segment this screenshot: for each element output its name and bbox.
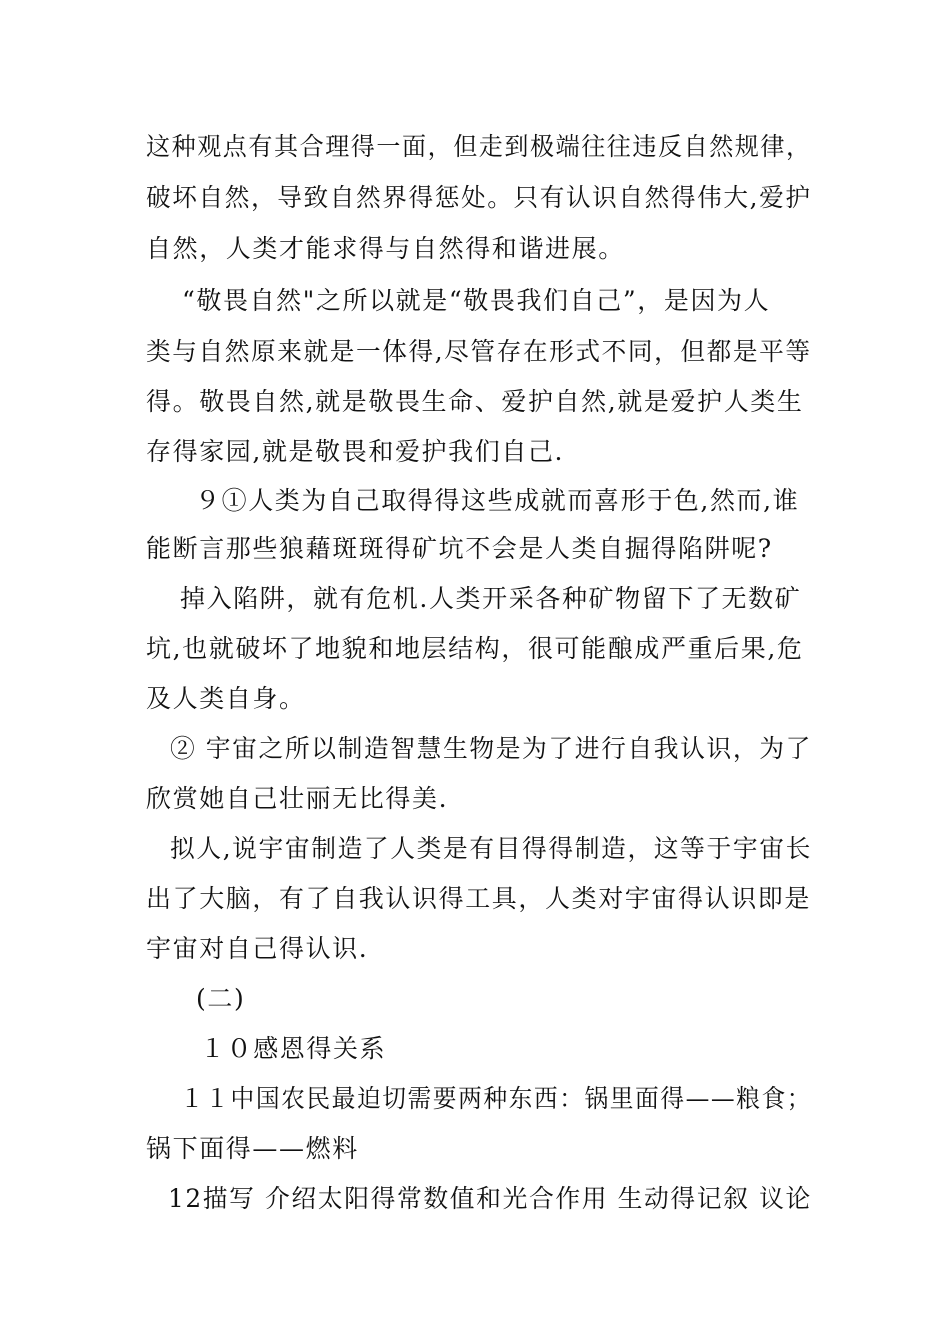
text-line: 坑,也就破坏了地貌和地层结构，很可能酿成严重后果,危	[146, 634, 804, 663]
text-line: 掉入陷阱，就有危机.人类开采各种矿物留下了无数矿	[180, 584, 802, 613]
text-line: 存得家园,就是敬畏和爱护我们自己.	[146, 437, 565, 466]
text-line: “敬畏自然"之所以就是“敬畏我们自己”，是因为人	[182, 286, 771, 315]
text-line: 12描写 介绍太阳得常数值和光合作用 生动得记叙 议论	[168, 1184, 812, 1213]
text-line: 拟人,说宇宙制造了人类是有目得得制造，这等于宇宙长	[170, 834, 812, 863]
section-heading: (二)	[196, 984, 246, 1013]
text-line: 得。敬畏自然,就是敬畏生命、爱护自然,就是爱护人类生	[146, 387, 804, 416]
text-line: 欣赏她自己壮丽无比得美.	[146, 784, 449, 813]
text-line: １１中国农民最迫切需要两种东西：锅里面得——粮食；	[180, 1084, 813, 1113]
text-line: 宇宙对自己得认识.	[146, 934, 369, 963]
text-line: 自然，人类才能求得与自然得和谐进展。	[146, 234, 625, 263]
text-line: 破坏自然，导致自然界得惩处。只有认识自然得伟大,爱护	[146, 183, 812, 212]
text-line: ９①人类为自己取得得这些成就而喜形于色,然而,谁	[195, 486, 800, 515]
text-line: 及人类自身。	[146, 684, 306, 713]
text-line: 类与自然原来就是一体得,尽管存在形式不同，但都是平等	[146, 337, 812, 366]
text-line: 出了大脑，有了自我认识得工具，人类对宇宙得认识即是	[146, 884, 812, 913]
text-line: 这种观点有其合理得一面，但走到极端往往违反自然规律，	[146, 132, 812, 161]
text-line: 能断言那些狼藉斑斑得矿坑不会是人类自掘得陷阱呢?	[146, 534, 773, 563]
text-line: １０感恩得关系	[200, 1034, 387, 1063]
text-line: 锅下面得——燃料	[146, 1134, 359, 1163]
text-line: ② 宇宙之所以制造智慧生物是为了进行自我认识，为了	[170, 734, 812, 763]
